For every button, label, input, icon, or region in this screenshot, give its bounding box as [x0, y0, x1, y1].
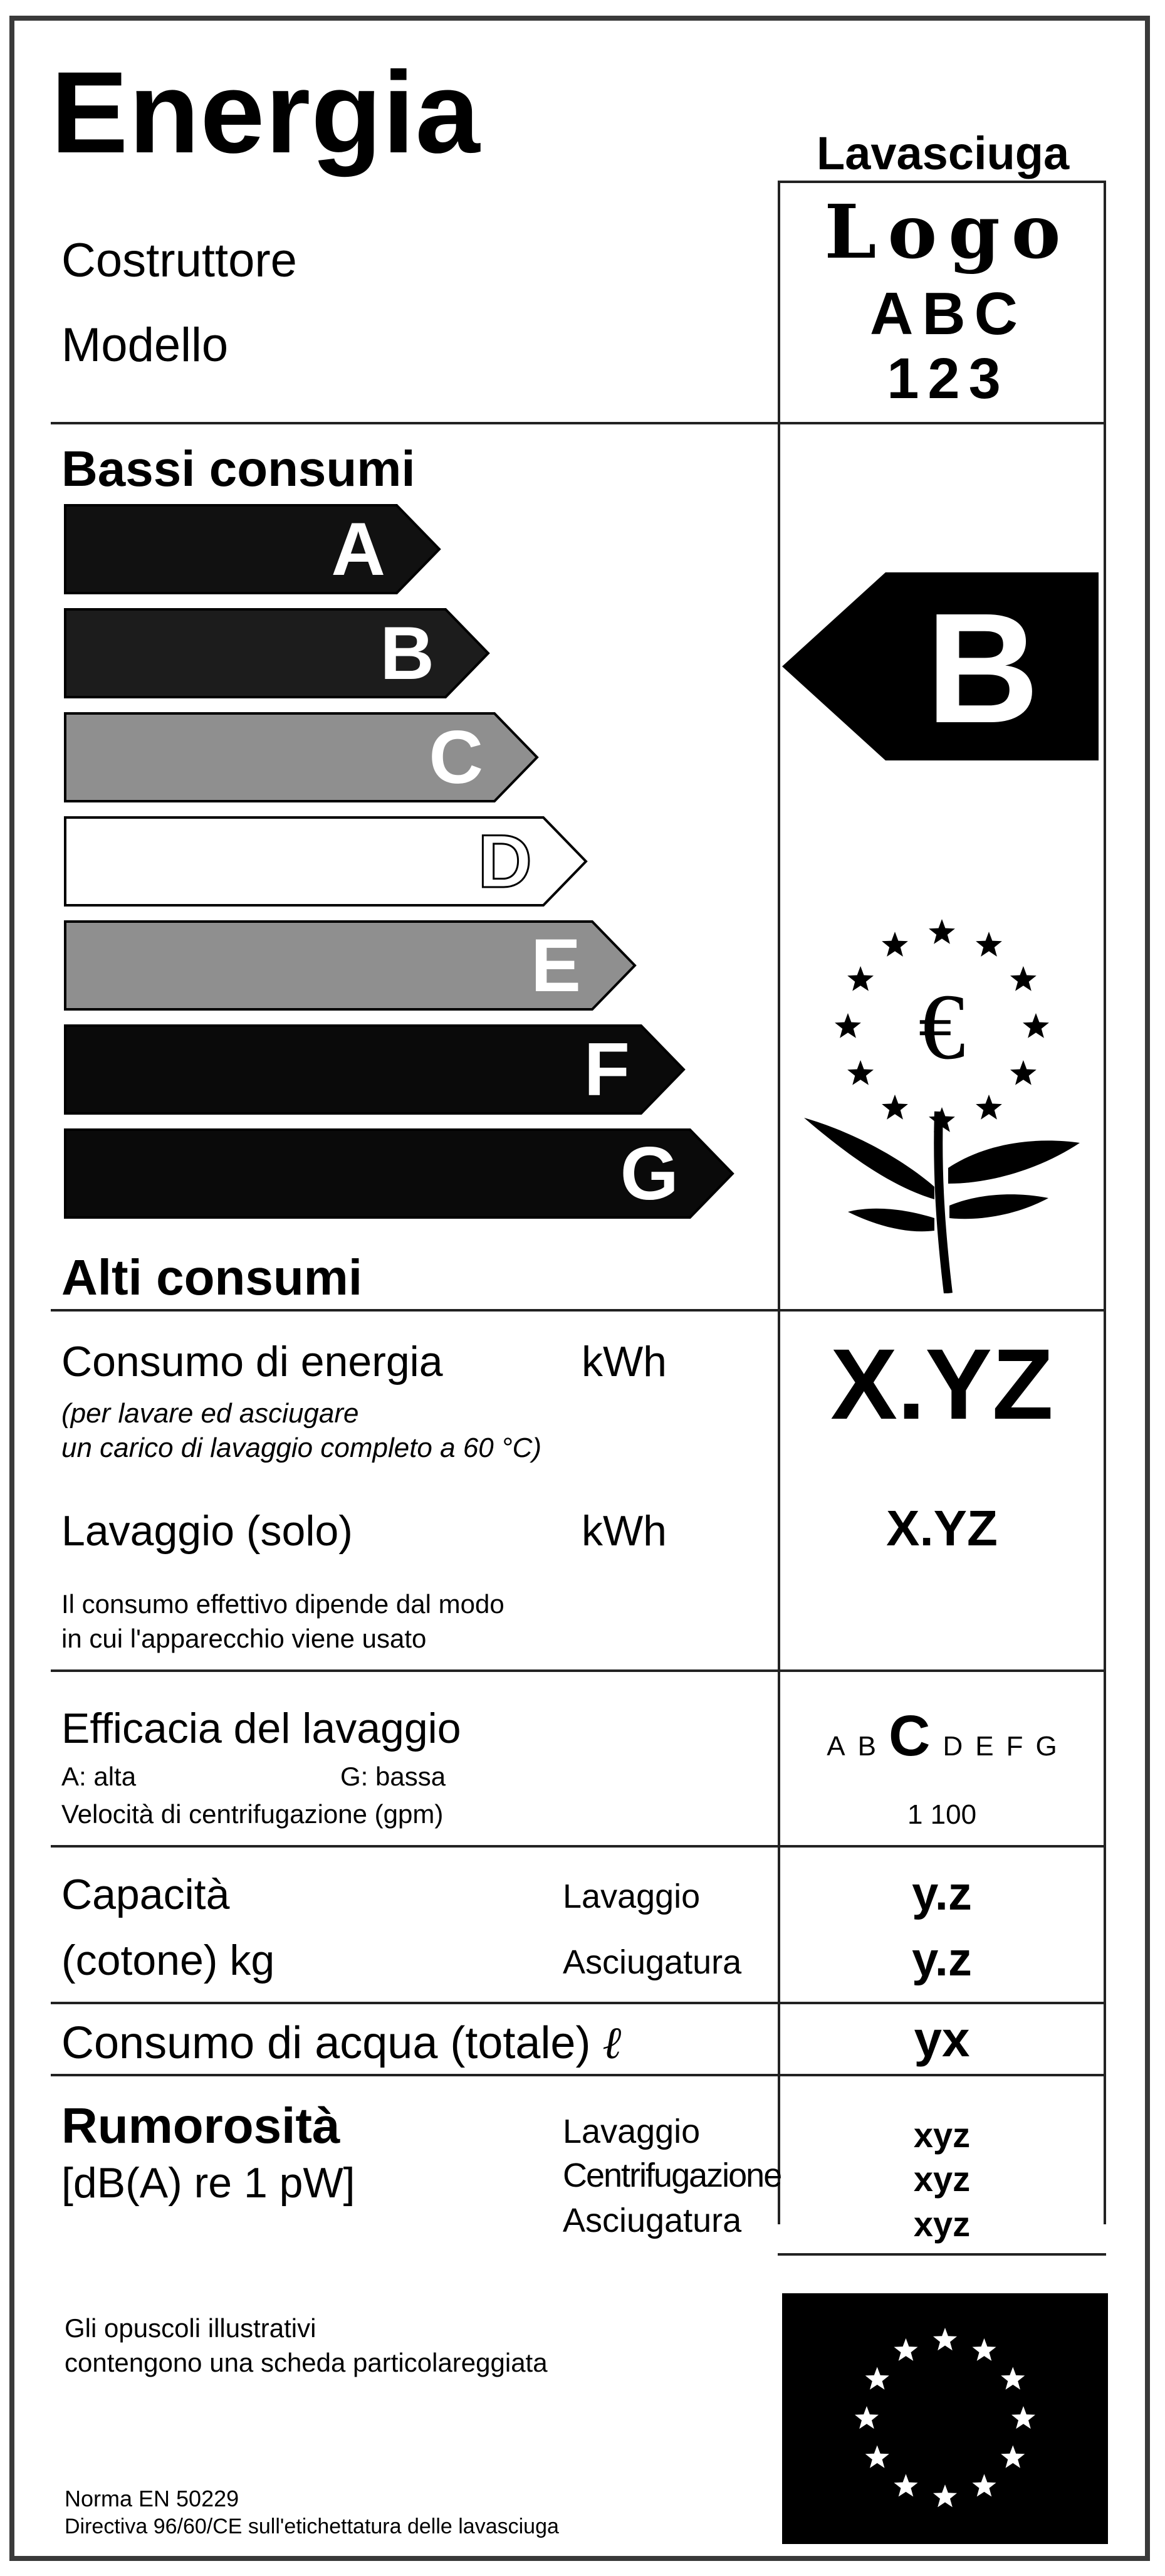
norm-reference: Norma EN 50229 — [65, 2486, 239, 2511]
energy-class-letter-b: B — [380, 611, 434, 695]
flag-star-icon — [865, 2367, 889, 2390]
flag-star-icon — [933, 2328, 957, 2350]
energy-class-bar-a — [63, 503, 443, 595]
energy-class-bar-f — [63, 1024, 687, 1115]
water-label-text: Consumo di acqua (totale) — [61, 2018, 591, 2068]
energy-label — [9, 16, 1150, 2561]
wash-efficiency-low: G: bassa — [340, 1762, 446, 1791]
scale-letter-a: A — [827, 1731, 845, 1762]
flag-star-icon — [933, 2484, 957, 2507]
svg-text:€: € — [918, 975, 966, 1079]
ecolabel-star-icon — [1010, 966, 1037, 991]
noise-wash-label: Lavaggio — [563, 2113, 701, 2150]
noise-dry-value: xyz — [913, 2204, 971, 2244]
consumption-note-line2: un carico di lavaggio completo a 60 °C) — [61, 1433, 542, 1463]
consumption-note-line1: (per lavare ed asciugare — [61, 1398, 359, 1429]
water-label — [61, 2018, 623, 2068]
capacity-dry-value: y.z — [912, 1933, 972, 1986]
energy-class-bar-c — [63, 712, 541, 803]
logo-line3: 123 — [887, 347, 1010, 411]
wash-only-unit: kWh — [582, 1507, 667, 1555]
flag-star-icon — [865, 2446, 889, 2468]
energy-class-letter-f: F — [583, 1028, 630, 1112]
wash-only-label: Lavaggio (solo) — [61, 1507, 353, 1555]
flag-star-icon — [973, 2474, 996, 2496]
wash-efficiency-scale — [780, 1704, 1104, 1768]
capacity-wash-value: y.z — [912, 1867, 972, 1920]
directive-reference: Directiva 96/60/CE sull'etichettatura delle lavasciuga — [65, 2515, 559, 2538]
ecolabel-star-icon — [929, 919, 955, 944]
scale-letter-g: G — [1035, 1731, 1057, 1762]
disclaimer-line1: Il consumo effettivo dipende dal modo — [61, 1589, 504, 1619]
flag-star-icon — [973, 2338, 996, 2361]
energy-class-bar-g — [63, 1128, 736, 1219]
capacity-label-line1: Capacità — [61, 1871, 230, 1918]
flag-star-icon — [855, 2406, 879, 2429]
scale-letter-b: B — [857, 1731, 876, 1762]
flag-star-icon — [894, 2474, 918, 2496]
noise-unit: [dB(A) re 1 pW] — [61, 2159, 355, 2207]
scale-letter-f: F — [1006, 1731, 1023, 1762]
scale-letter-e: E — [975, 1731, 994, 1762]
ecolabel-star-icon — [882, 1095, 908, 1120]
wash-efficiency-high: A: alta — [61, 1762, 137, 1791]
capacity-label-line2: (cotone) kg — [61, 1937, 275, 1984]
logo-line2: ABC — [870, 280, 1027, 347]
disclaimer-line2: in cui l'apparecchio viene usato — [61, 1624, 427, 1653]
eu-ecolabel-flower-icon — [791, 892, 1092, 1296]
ecolabel-star-icon — [1010, 1060, 1037, 1085]
rating-letter: B — [926, 581, 1040, 755]
water-unit: ℓ — [603, 2018, 623, 2068]
noise-wash-value: xyz — [913, 2115, 971, 2155]
energy-class-bar-d — [63, 816, 590, 907]
capacity-dry-label: Asciugatura — [563, 1943, 742, 1981]
ecolabel-star-icon — [882, 932, 908, 957]
noise-dry-label: Asciugatura — [563, 2202, 742, 2239]
divider-header — [51, 422, 1106, 424]
flag-star-icon — [1011, 2406, 1035, 2429]
divider-capacity — [51, 2002, 1106, 2004]
spin-speed-label: Velocità di centrifugazione (gpm) — [61, 1799, 444, 1829]
energy-class-letter-e: E — [530, 923, 581, 1007]
wash-efficiency-label: Efficacia del lavaggio — [61, 1705, 461, 1752]
ecolabel-star-icon — [847, 1060, 874, 1085]
divider-energy — [51, 1669, 1106, 1672]
scale-bottom-label: Alti consumi — [61, 1249, 363, 1305]
manufacturer-label: Costruttore — [61, 234, 297, 287]
ecolabel-star-icon — [976, 932, 1002, 957]
ecolabel-star-icon — [835, 1013, 861, 1038]
spin-speed-value: 1 100 — [907, 1799, 977, 1830]
scale-top-label: Bassi consumi — [61, 441, 415, 497]
energy-class-letter-a: A — [331, 507, 385, 591]
noise-label: Rumorosità — [61, 2098, 340, 2153]
logo-line1: Logo — [824, 188, 1072, 275]
divider-water — [51, 2074, 1106, 2076]
energy-class-bar-e — [63, 920, 639, 1011]
rating-arrow — [782, 572, 1099, 764]
brochure-line2: contengono una scheda particolareggiata — [65, 2348, 548, 2377]
right-column-border-top — [778, 181, 1106, 183]
capacity-wash-label: Lavaggio — [563, 1878, 701, 1915]
divider-scale — [51, 1309, 1106, 1312]
consumption-value: X.YZ — [830, 1328, 1053, 1440]
flag-star-icon — [1001, 2446, 1025, 2468]
eu-flag-icon — [782, 2293, 1108, 2544]
right-column-border-bottom — [778, 2253, 1106, 2256]
divider-efficiency — [51, 1845, 1106, 1848]
flag-star-icon — [894, 2338, 918, 2361]
right-column-border-left — [778, 181, 780, 2224]
label-title: Energia — [51, 48, 481, 177]
scale-letter-selected: C — [889, 1704, 931, 1768]
wash-only-value: X.YZ — [886, 1500, 998, 1556]
appliance-type: Lavasciuga — [817, 127, 1070, 179]
noise-spin-value: xyz — [913, 2159, 971, 2199]
energy-class-letter-d: D — [478, 819, 532, 903]
ecolabel-star-icon — [1023, 1013, 1049, 1038]
noise-spin-label: Centrifugazione — [563, 2157, 781, 2194]
flag-star-icon — [1001, 2367, 1025, 2390]
ecolabel-star-icon — [976, 1095, 1002, 1120]
consumption-label: Consumo di energia — [61, 1338, 443, 1385]
right-column-border-right — [1104, 181, 1106, 2224]
ecolabel-star-icon — [847, 966, 874, 991]
energy-class-letter-g: G — [620, 1132, 679, 1216]
energy-class-letter-c: C — [429, 715, 483, 799]
water-value: yx — [914, 2011, 970, 2067]
consumption-unit: kWh — [582, 1338, 667, 1385]
scale-letter-d: D — [943, 1731, 963, 1762]
model-label: Modello — [61, 318, 229, 372]
energy-class-bar-b — [63, 607, 492, 699]
brochure-line1: Gli opuscoli illustrativi — [65, 2313, 316, 2343]
